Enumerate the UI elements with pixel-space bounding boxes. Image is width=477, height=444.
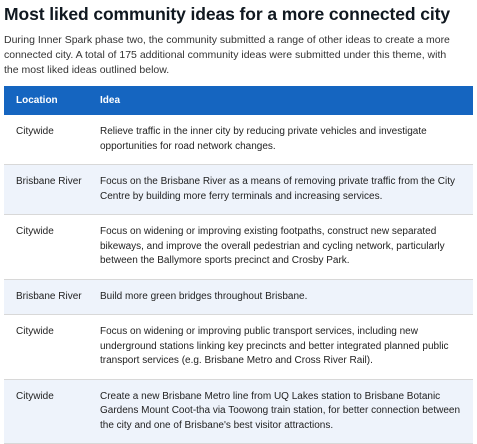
idea-cell: Create a new Brisbane Metro line from UQ Lakes station to Brisbane Botanic Gardens Mount Coot-tha via Toowong train station, for better connection between the city and one of Brisbane's best visitor attractions.	[90, 379, 473, 444]
table-row	[4, 165, 473, 215]
table-row	[4, 379, 473, 444]
ideas-table	[4, 86, 473, 444]
idea-cell: Relieve traffic in the inner city by reducing private vehicles and investigate opportunities for road network changes.	[90, 115, 473, 165]
location-cell: Brisbane River	[4, 165, 90, 215]
table-row	[4, 315, 473, 380]
table-row	[4, 115, 473, 165]
location-cell: Citywide	[4, 215, 90, 280]
column-header-idea: Idea	[90, 86, 473, 115]
location-cell: Citywide	[4, 379, 90, 444]
location-cell: Citywide	[4, 315, 90, 380]
intro-paragraph: During Inner Spark phase two, the community submitted a range of other ideas to create a more connected city. A total of 175 additional community ideas were submitted under this theme, with the most liked ideas outlined below.	[4, 34, 450, 76]
idea-cell: Focus on widening or improving public transport services, including new underground stations linking key precincts and better integrated planned public transport services (e.g. Brisbane Metro and Cross River Rail).	[90, 315, 473, 380]
table-row	[4, 215, 473, 280]
page-title: Most liked community ideas for a more connected city	[4, 4, 451, 24]
location-cell: Brisbane River	[4, 279, 90, 315]
idea-cell: Focus on widening or improving existing footpaths, construct new separated bikeways, and improve the overall pedestrian and cycling network, particularly between the Ballymore sports precinct and Crosby Park.	[90, 215, 473, 280]
idea-cell: Build more green bridges throughout Brisbane.	[90, 279, 473, 315]
idea-cell: Focus on the Brisbane River as a means of removing private traffic from the City Centre by building more ferry terminals and increasing services.	[90, 165, 473, 215]
table-row	[4, 279, 473, 315]
table-header-row	[4, 86, 473, 115]
location-cell: Citywide	[4, 115, 90, 165]
column-header-location: Location	[4, 86, 90, 115]
